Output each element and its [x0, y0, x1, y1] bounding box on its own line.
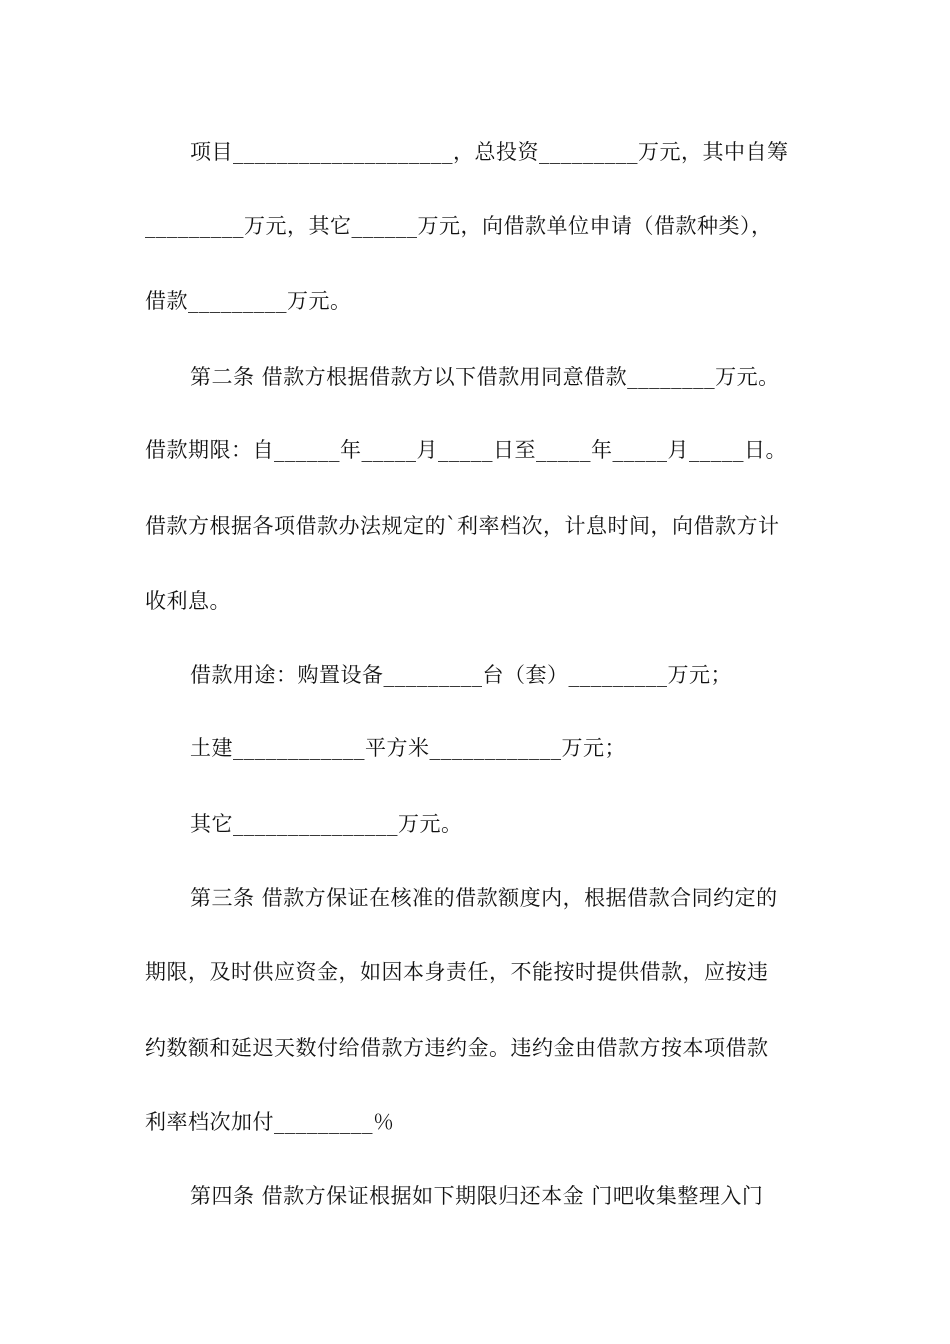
paragraph-line: 借款方根据各项借款办法规定的`利率档次，计息时间，向借款方计 — [145, 514, 780, 538]
paragraph-line: 收利息。 — [145, 589, 231, 613]
construction-line: 土建____________平方米____________万元； — [190, 736, 626, 760]
paragraph-line: 借款_________万元。 — [145, 289, 352, 313]
paragraph-line: 利率档次加付_________％ — [145, 1110, 395, 1134]
loan-term-line: 借款期限：自______年_____月_____日至_____年_____月_____日。 — [145, 438, 787, 462]
article-3-line: 第三条 借款方保证在核准的借款额度内，根据借款合同约定的 — [190, 886, 778, 910]
paragraph-line: _________万元，其它______万元，向借款单位申请（借款种类）， — [145, 214, 773, 238]
paragraph-line: 期限，及时供应资金，如因本身责任，不能按时提供借款，应按违 — [145, 960, 769, 984]
paragraph-line: 项目____________________，总投资_________万元，其中自筹 — [190, 140, 789, 164]
other-line: 其它_______________万元。 — [190, 812, 463, 836]
paragraph-line: 约数额和延迟天数付给借款方违约金。违约金由借款方按本项借款 — [145, 1036, 769, 1060]
article-4-line: 第四条 借款方保证根据如下期限归还本金 门吧收集整理入门 — [190, 1184, 764, 1208]
loan-purpose-line: 借款用途：购置设备_________台（套）_________万元； — [190, 663, 732, 687]
article-2-line: 第二条 借款方根据借款方以下借款用同意借款________万元。 — [190, 365, 780, 389]
